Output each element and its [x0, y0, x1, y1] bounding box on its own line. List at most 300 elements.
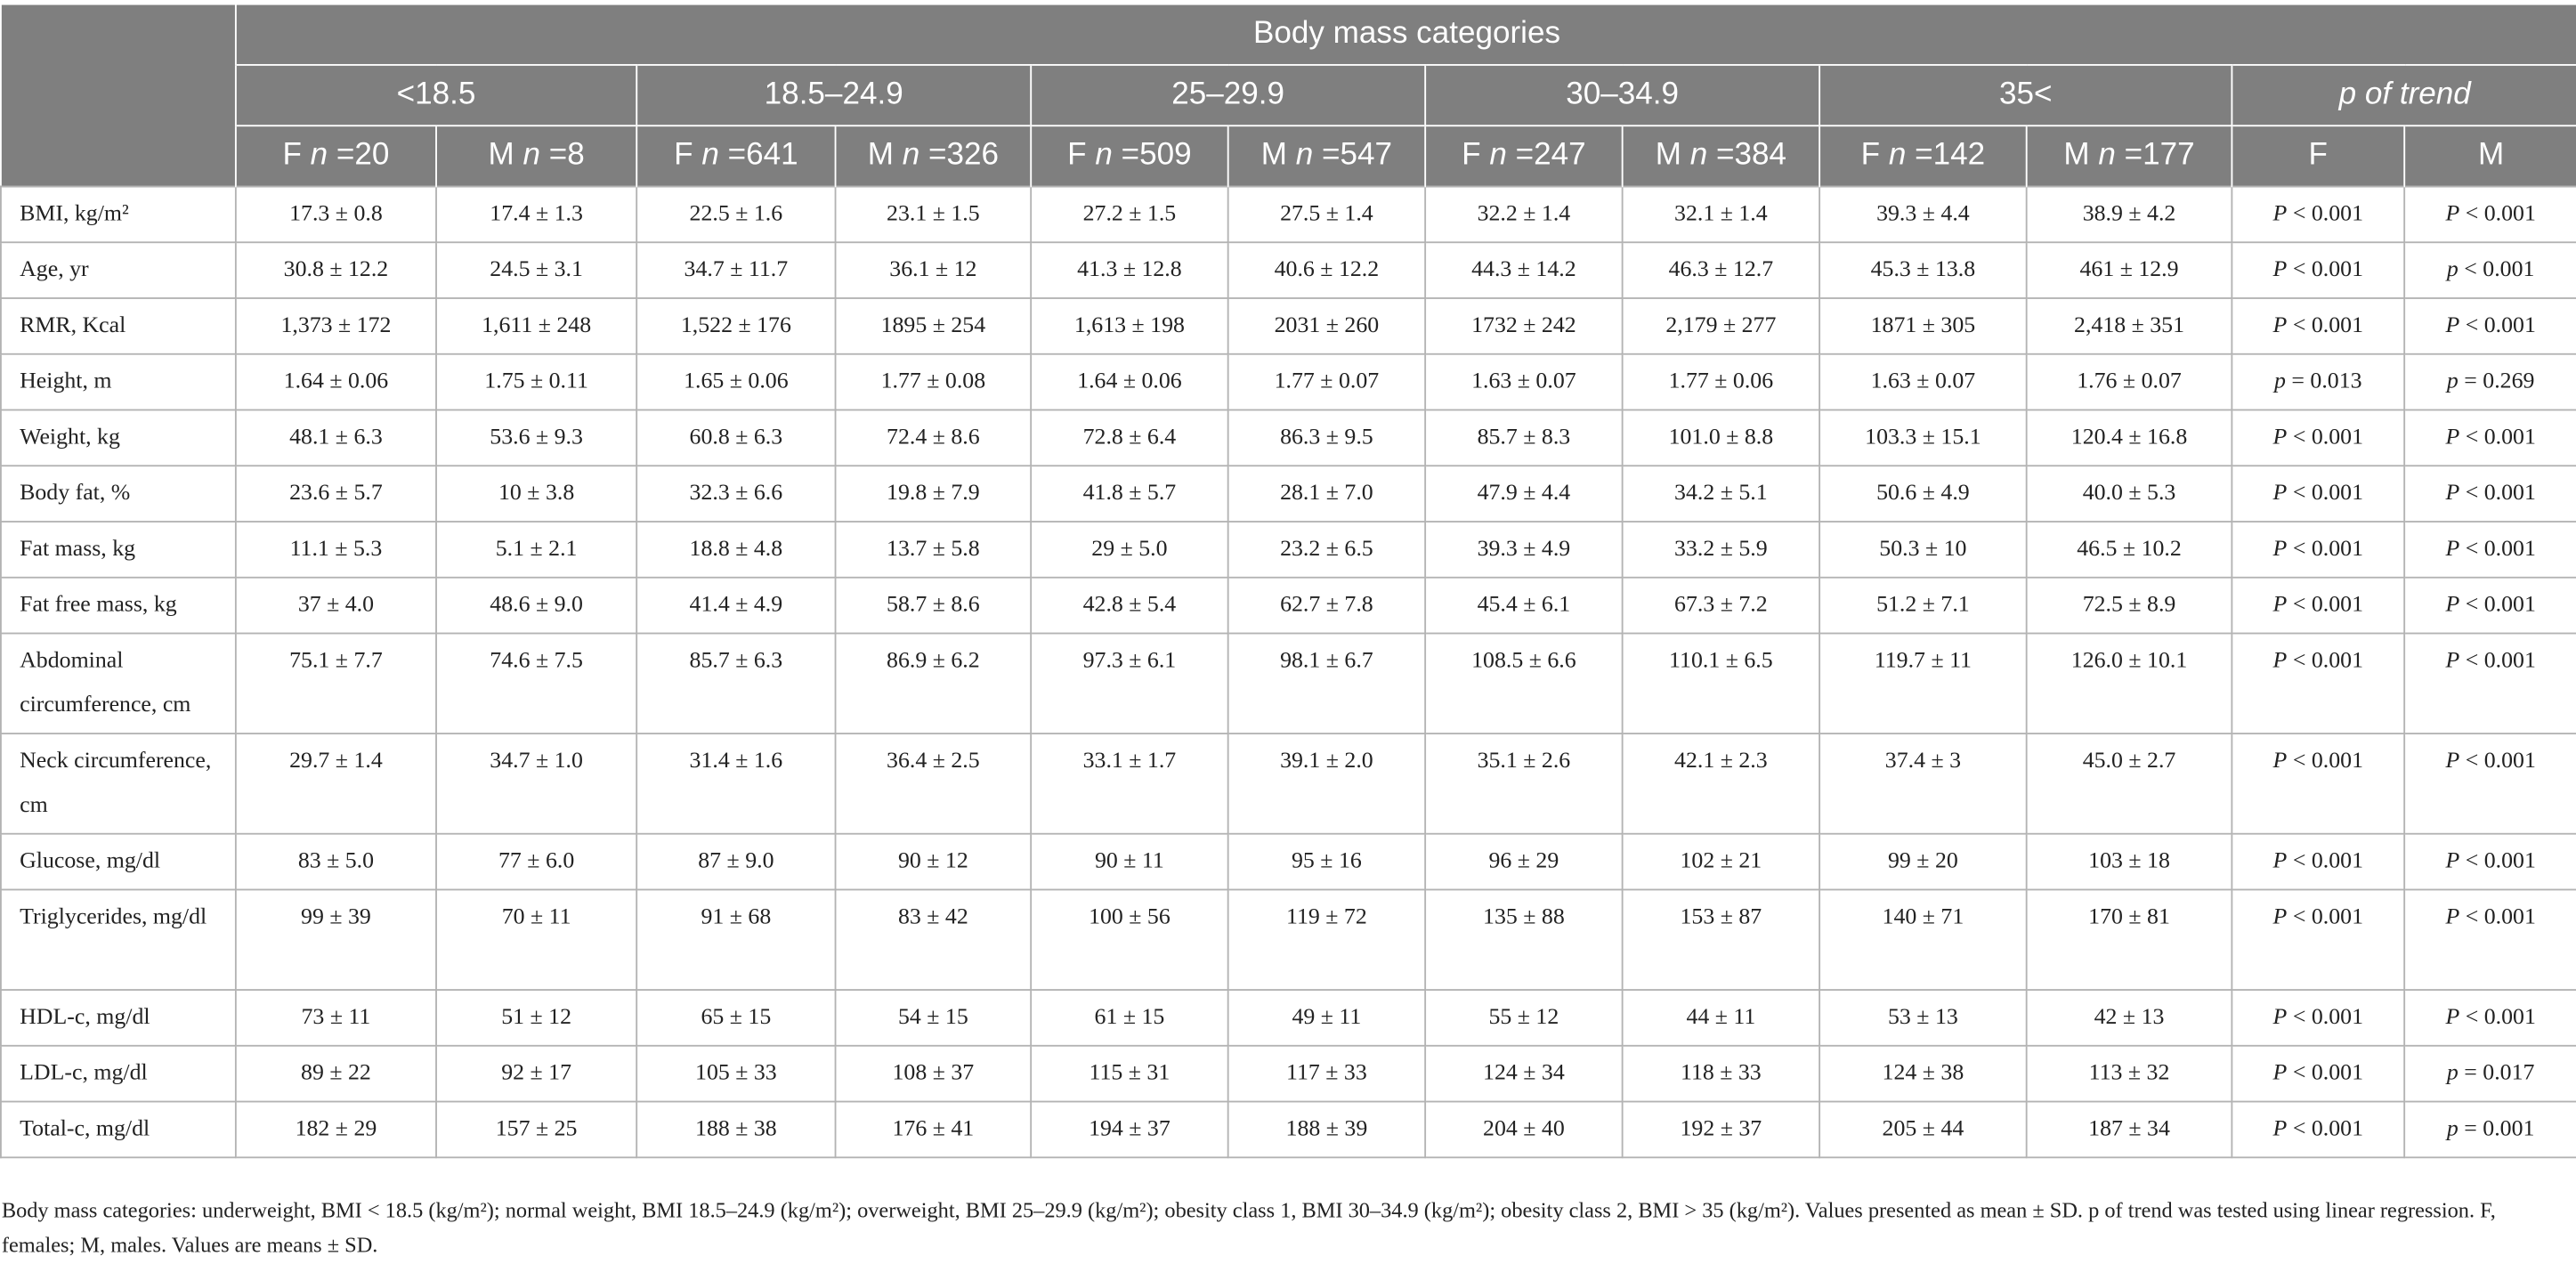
- value-cell: 31.4 ± 1.6: [636, 733, 835, 834]
- value-cell: 53 ± 13: [1819, 990, 2027, 1046]
- p-symbol: P: [2272, 425, 2288, 450]
- p-value: < 0.001: [2459, 649, 2536, 674]
- value-cell: 87 ± 9.0: [636, 834, 835, 890]
- p-trend-cell: [2404, 634, 2576, 734]
- value-cell: 54 ± 15: [836, 990, 1032, 1046]
- value-cell: 48.6 ± 9.0: [436, 578, 636, 634]
- row-label: Abdominal circumference, cm: [1, 634, 236, 734]
- header-row-1: [1, 4, 2576, 65]
- value-cell: 40.6 ± 12.2: [1228, 242, 1425, 298]
- subgroup-header: [2027, 126, 2232, 186]
- n-symbol: n: [1095, 138, 1113, 173]
- trend-subheader: M: [2404, 126, 2576, 186]
- value-cell: 44.3 ± 14.2: [1425, 242, 1622, 298]
- p-trend-cell: [2232, 889, 2404, 990]
- value-cell: 205 ± 44: [1819, 1102, 2027, 1158]
- value-cell: 101.0 ± 8.8: [1623, 410, 1819, 466]
- value-cell: 153 ± 87: [1623, 889, 1819, 990]
- value-cell: 41.8 ± 5.7: [1031, 466, 1227, 522]
- value-cell: 50.3 ± 10: [1819, 522, 2027, 578]
- p-value: < 0.001: [2459, 849, 2536, 874]
- value-cell: 30.8 ± 12.2: [236, 242, 436, 298]
- value-cell: 1.77 ± 0.07: [1228, 354, 1425, 410]
- sex-label: F: [674, 138, 693, 173]
- row-label: Triglycerides, mg/dl: [1, 889, 236, 990]
- p-value: < 0.001: [2459, 1005, 2536, 1031]
- sex-label: M: [488, 138, 514, 173]
- p-symbol: P: [2445, 749, 2460, 774]
- header-row-3: [1, 126, 2576, 186]
- value-cell: 27.5 ± 1.4: [1228, 186, 1425, 242]
- p-symbol: P: [2445, 593, 2460, 618]
- p-value: < 0.001: [2287, 904, 2364, 930]
- n-value: =20: [336, 138, 390, 173]
- row-label: Total-c, mg/dl: [1, 1102, 236, 1158]
- p-trend-cell: [2404, 889, 2576, 990]
- value-cell: 102 ± 21: [1623, 834, 1819, 890]
- table-footnote: Body mass categories: underweight, BMI < 18.5 (kg/m²); normal weight, BMI 18.5–24.9 (kg/m²); overweight, BMI 25–29.9 (kg/m²); obesity class 1, BMI 30–34.9 (kg/m²); obesity class 2, BMI > 35 (kg/m²). Values presented as mean ± SD. p of trend was tested using linear regression. F, females; M, males. Values are means ± SD.: [1, 1197, 2496, 1257]
- table-row: [1, 834, 2576, 890]
- p-value: < 0.001: [2459, 202, 2536, 227]
- table-row: [1, 1046, 2576, 1102]
- value-cell: 34.7 ± 11.7: [636, 242, 835, 298]
- value-cell: 37 ± 4.0: [236, 578, 436, 634]
- value-cell: 100 ± 56: [1031, 889, 1227, 990]
- value-cell: 120.4 ± 16.8: [2027, 410, 2232, 466]
- value-cell: 61 ± 15: [1031, 990, 1227, 1046]
- row-label: RMR, Kcal: [1, 298, 236, 354]
- value-cell: 23.6 ± 5.7: [236, 466, 436, 522]
- p-trend-cell: [2232, 990, 2404, 1046]
- p-symbol: P: [2272, 313, 2288, 339]
- value-cell: 99 ± 20: [1819, 834, 2027, 890]
- p-symbol: P: [2272, 481, 2288, 506]
- header-row-2: [1, 65, 2576, 126]
- p-trend-cell: [2232, 834, 2404, 890]
- value-cell: 1732 ± 242: [1425, 298, 1622, 354]
- row-label: Fat free mass, kg: [1, 578, 236, 634]
- value-cell: 55 ± 12: [1425, 990, 1622, 1046]
- value-cell: 32.2 ± 1.4: [1425, 186, 1622, 242]
- p-value: < 0.001: [2287, 425, 2364, 450]
- p-trend-cell: [2232, 522, 2404, 578]
- value-cell: 85.7 ± 8.3: [1425, 410, 1622, 466]
- value-cell: 72.4 ± 8.6: [836, 410, 1032, 466]
- value-cell: 95 ± 16: [1228, 834, 1425, 890]
- table-row: [1, 298, 2576, 354]
- p-trend-cell: [2404, 733, 2576, 834]
- row-label: Body fat, %: [1, 466, 236, 522]
- row-label: Fat mass, kg: [1, 522, 236, 578]
- sex-label: M: [1260, 138, 1287, 173]
- value-cell: 32.3 ± 6.6: [636, 466, 835, 522]
- value-cell: 90 ± 11: [1031, 834, 1227, 890]
- p-trend-cell: [2232, 354, 2404, 410]
- n-symbol: n: [1295, 138, 1314, 173]
- value-cell: 103 ± 18: [2027, 834, 2232, 890]
- category-header: 18.5–24.9: [636, 65, 1031, 126]
- row-label: Glucose, mg/dl: [1, 834, 236, 890]
- value-cell: 23.1 ± 1.5: [836, 186, 1032, 242]
- p-symbol: P: [2445, 425, 2460, 450]
- value-cell: 188 ± 39: [1228, 1102, 1425, 1158]
- subgroup-header: [1819, 126, 2027, 186]
- table-row: [1, 522, 2576, 578]
- value-cell: 18.8 ± 4.8: [636, 522, 835, 578]
- corner-cell: [1, 4, 236, 187]
- p-trend-cell: [2232, 242, 2404, 298]
- value-cell: 187 ± 34: [2027, 1102, 2232, 1158]
- value-cell: 2,179 ± 277: [1623, 298, 1819, 354]
- n-value: =142: [1915, 138, 1986, 173]
- p-trend-cell: [2232, 634, 2404, 734]
- value-cell: 42.8 ± 5.4: [1031, 578, 1227, 634]
- sex-label: F: [1860, 138, 1881, 173]
- table-row: [1, 354, 2576, 410]
- p-value: < 0.001: [2458, 257, 2535, 283]
- table-row: [1, 990, 2576, 1046]
- value-cell: 70 ± 11: [436, 889, 636, 990]
- value-cell: 33.2 ± 5.9: [1623, 522, 1819, 578]
- value-cell: 39.1 ± 2.0: [1228, 733, 1425, 834]
- value-cell: 1,611 ± 248: [436, 298, 636, 354]
- value-cell: 119.7 ± 11: [1819, 634, 2027, 734]
- p-symbol: P: [2272, 1061, 2288, 1087]
- category-header: 30–34.9: [1425, 65, 1819, 126]
- value-cell: 182 ± 29: [236, 1102, 436, 1158]
- p-symbol: P: [2445, 481, 2460, 506]
- value-cell: 37.4 ± 3: [1819, 733, 2027, 834]
- p-value: < 0.001: [2287, 1061, 2364, 1087]
- subgroup-header: [836, 126, 1032, 186]
- p-value: < 0.001: [2459, 481, 2536, 506]
- value-cell: 44 ± 11: [1623, 990, 1819, 1046]
- value-cell: 36.4 ± 2.5: [836, 733, 1032, 834]
- value-cell: 40.0 ± 5.3: [2027, 466, 2232, 522]
- p-trend-cell: [2232, 733, 2404, 834]
- value-cell: 35.1 ± 2.6: [1425, 733, 1622, 834]
- trend-header: [2232, 65, 2576, 126]
- p-value: < 0.001: [2287, 649, 2364, 674]
- subgroup-header: [636, 126, 835, 186]
- value-cell: 1.76 ± 0.07: [2027, 354, 2232, 410]
- p-symbol: P: [2272, 593, 2288, 618]
- n-value: =326: [928, 138, 999, 173]
- value-cell: 51 ± 12: [436, 990, 636, 1046]
- n-value: =641: [727, 138, 798, 173]
- p-trend-cell: [2232, 1102, 2404, 1158]
- n-value: =384: [1715, 138, 1786, 173]
- value-cell: 1,613 ± 198: [1031, 298, 1227, 354]
- category-header: 25–29.9: [1031, 65, 1425, 126]
- table-body: [1, 186, 2576, 1157]
- value-cell: 1.75 ± 0.11: [436, 354, 636, 410]
- row-label: Weight, kg: [1, 410, 236, 466]
- p-value: < 0.001: [2459, 537, 2536, 563]
- p-value: < 0.001: [2459, 749, 2536, 774]
- p-symbol: P: [2445, 1005, 2460, 1031]
- n-symbol: n: [1489, 138, 1507, 173]
- value-cell: 461 ± 12.9: [2027, 242, 2232, 298]
- p-value: < 0.001: [2459, 425, 2536, 450]
- body-mass-table: [0, 4, 2576, 1159]
- p-value: < 0.001: [2287, 202, 2364, 227]
- value-cell: 42.1 ± 2.3: [1623, 733, 1819, 834]
- p-value: < 0.001: [2459, 313, 2536, 339]
- subgroup-header: [1623, 126, 1819, 186]
- sex-label: F: [282, 138, 302, 173]
- value-cell: 157 ± 25: [436, 1102, 636, 1158]
- value-cell: 1.64 ± 0.06: [1031, 354, 1227, 410]
- value-cell: 98.1 ± 6.7: [1228, 634, 1425, 734]
- value-cell: 47.9 ± 4.4: [1425, 466, 1622, 522]
- sex-label: M: [867, 138, 894, 173]
- value-cell: 58.7 ± 8.6: [836, 578, 1032, 634]
- p-symbol: P: [2272, 202, 2288, 227]
- table-row: [1, 1102, 2576, 1158]
- p-value: < 0.001: [2287, 537, 2364, 563]
- subgroup-header: [436, 126, 636, 186]
- value-cell: 204 ± 40: [1425, 1102, 1622, 1158]
- value-cell: 108 ± 37: [836, 1046, 1032, 1102]
- n-symbol: n: [1689, 138, 1708, 173]
- value-cell: 115 ± 31: [1031, 1046, 1227, 1102]
- p-value: < 0.001: [2287, 481, 2364, 506]
- p-trend-cell: [2232, 410, 2404, 466]
- value-cell: 2031 ± 260: [1228, 298, 1425, 354]
- value-cell: 86.9 ± 6.2: [836, 634, 1032, 734]
- value-cell: 45.3 ± 13.8: [1819, 242, 2027, 298]
- value-cell: 34.2 ± 5.1: [1623, 466, 1819, 522]
- value-cell: 135 ± 88: [1425, 889, 1622, 990]
- n-symbol: n: [310, 138, 328, 173]
- p-symbol: P: [2445, 537, 2460, 563]
- value-cell: 92 ± 17: [436, 1046, 636, 1102]
- value-cell: 17.3 ± 0.8: [236, 186, 436, 242]
- value-cell: 83 ± 5.0: [236, 834, 436, 890]
- p-trend-cell: [2404, 242, 2576, 298]
- subgroup-header: [236, 126, 436, 186]
- p-symbol: P: [2272, 1005, 2288, 1031]
- value-cell: 113 ± 32: [2027, 1046, 2232, 1102]
- value-cell: 126.0 ± 10.1: [2027, 634, 2232, 734]
- sex-label: F: [1462, 138, 1481, 173]
- value-cell: 1,522 ± 176: [636, 298, 835, 354]
- value-cell: 73 ± 11: [236, 990, 436, 1046]
- value-cell: 24.5 ± 3.1: [436, 242, 636, 298]
- value-cell: 192 ± 37: [1623, 1102, 1819, 1158]
- category-header: 35<: [1819, 65, 2232, 126]
- p-trend-cell: [2404, 522, 2576, 578]
- value-cell: 53.6 ± 9.3: [436, 410, 636, 466]
- table-row: [1, 242, 2576, 298]
- p-symbol: P: [2445, 904, 2460, 930]
- value-cell: 51.2 ± 7.1: [1819, 578, 2027, 634]
- value-cell: 86.3 ± 9.5: [1228, 410, 1425, 466]
- p-value: < 0.001: [2287, 1117, 2364, 1142]
- p-trend-cell: [2404, 186, 2576, 242]
- value-cell: 45.4 ± 6.1: [1425, 578, 1622, 634]
- value-cell: 32.1 ± 1.4: [1623, 186, 1819, 242]
- p-symbol: p: [2273, 369, 2286, 394]
- p-trend-cell: [2404, 578, 2576, 634]
- value-cell: 42 ± 13: [2027, 990, 2232, 1046]
- value-cell: 65 ± 15: [636, 990, 835, 1046]
- value-cell: 41.4 ± 4.9: [636, 578, 835, 634]
- value-cell: 45.0 ± 2.7: [2027, 733, 2232, 834]
- value-cell: 27.2 ± 1.5: [1031, 186, 1227, 242]
- p-value: < 0.001: [2287, 257, 2364, 283]
- value-cell: 72.8 ± 6.4: [1031, 410, 1227, 466]
- table-row: [1, 186, 2576, 242]
- p-symbol: P: [2445, 849, 2460, 874]
- value-cell: 103.3 ± 15.1: [1819, 410, 2027, 466]
- value-cell: 83 ± 42: [836, 889, 1032, 990]
- value-cell: 41.3 ± 12.8: [1031, 242, 1227, 298]
- row-label: LDL-c, mg/dl: [1, 1046, 236, 1102]
- p-symbol: P: [2445, 202, 2460, 227]
- p-trend-cell: [2404, 834, 2576, 890]
- table-row: [1, 634, 2576, 734]
- sex-label: M: [1655, 138, 1681, 173]
- trend-subheader: F: [2232, 126, 2404, 186]
- value-cell: 46.3 ± 12.7: [1623, 242, 1819, 298]
- p-value: = 0.269: [2458, 369, 2535, 394]
- value-cell: 1.63 ± 0.07: [1819, 354, 2027, 410]
- value-cell: 22.5 ± 1.6: [636, 186, 835, 242]
- value-cell: 39.3 ± 4.4: [1819, 186, 2027, 242]
- n-value: =509: [1121, 138, 1192, 173]
- p-trend-cell: [2404, 354, 2576, 410]
- n-symbol: n: [522, 138, 540, 173]
- p-trend-cell: [2404, 1102, 2576, 1158]
- p-trend-cell: [2232, 186, 2404, 242]
- value-cell: 194 ± 37: [1031, 1102, 1227, 1158]
- p-trend-cell: [2232, 466, 2404, 522]
- value-cell: 105 ± 33: [636, 1046, 835, 1102]
- group-title: Body mass categories: [236, 4, 2576, 65]
- p-trend-cell: [2404, 466, 2576, 522]
- value-cell: 50.6 ± 4.9: [1819, 466, 2027, 522]
- p-symbol: p: [2446, 369, 2459, 394]
- value-cell: 188 ± 38: [636, 1102, 835, 1158]
- value-cell: 124 ± 34: [1425, 1046, 1622, 1102]
- p-symbol: p: [2446, 257, 2459, 283]
- n-symbol: n: [1888, 138, 1907, 173]
- value-cell: 1,373 ± 172: [236, 298, 436, 354]
- table-row: [1, 410, 2576, 466]
- value-cell: 23.2 ± 6.5: [1228, 522, 1425, 578]
- subgroup-header: [1031, 126, 1227, 186]
- value-cell: 46.5 ± 10.2: [2027, 522, 2232, 578]
- value-cell: 1895 ± 254: [836, 298, 1032, 354]
- value-cell: 1.64 ± 0.06: [236, 354, 436, 410]
- p-value: < 0.001: [2287, 1005, 2364, 1031]
- value-cell: 29 ± 5.0: [1031, 522, 1227, 578]
- value-cell: 90 ± 12: [836, 834, 1032, 890]
- value-cell: 96 ± 29: [1425, 834, 1622, 890]
- value-cell: 74.6 ± 7.5: [436, 634, 636, 734]
- value-cell: 1.77 ± 0.06: [1623, 354, 1819, 410]
- value-cell: 13.7 ± 5.8: [836, 522, 1032, 578]
- p-symbol: P: [2445, 313, 2460, 339]
- value-cell: 140 ± 71: [1819, 889, 2027, 990]
- value-cell: 19.8 ± 7.9: [836, 466, 1032, 522]
- value-cell: 85.7 ± 6.3: [636, 634, 835, 734]
- row-label: BMI, kg/m²: [1, 186, 236, 242]
- p-trend-cell: [2404, 990, 2576, 1046]
- value-cell: 49 ± 11: [1228, 990, 1425, 1046]
- value-cell: 97.3 ± 6.1: [1031, 634, 1227, 734]
- value-cell: 62.7 ± 7.8: [1228, 578, 1425, 634]
- p-symbol: P: [2272, 1117, 2288, 1142]
- table-row: [1, 578, 2576, 634]
- p-trend-cell: [2232, 1046, 2404, 1102]
- p-symbol: P: [2272, 849, 2288, 874]
- row-label: Age, yr: [1, 242, 236, 298]
- table-row: [1, 466, 2576, 522]
- value-cell: 60.8 ± 6.3: [636, 410, 835, 466]
- value-cell: 17.4 ± 1.3: [436, 186, 636, 242]
- n-symbol: n: [701, 138, 719, 173]
- value-cell: 67.3 ± 7.2: [1623, 578, 1819, 634]
- value-cell: 28.1 ± 7.0: [1228, 466, 1425, 522]
- p-symbol: p: [2446, 1117, 2459, 1142]
- p-symbol: P: [2272, 257, 2288, 283]
- value-cell: 117 ± 33: [1228, 1046, 1425, 1102]
- p-value: < 0.001: [2459, 593, 2536, 618]
- sex-label: M: [2063, 138, 2090, 173]
- p-value: = 0.017: [2458, 1061, 2535, 1087]
- value-cell: 176 ± 41: [836, 1102, 1032, 1158]
- value-cell: 99 ± 39: [236, 889, 436, 990]
- value-cell: 1.63 ± 0.07: [1425, 354, 1622, 410]
- value-cell: 72.5 ± 8.9: [2027, 578, 2232, 634]
- value-cell: 89 ± 22: [236, 1046, 436, 1102]
- value-cell: 5.1 ± 2.1: [436, 522, 636, 578]
- n-symbol: n: [2098, 138, 2116, 173]
- table-row: [1, 733, 2576, 834]
- table-row: [1, 889, 2576, 990]
- p-symbol: P: [2445, 649, 2460, 674]
- n-value: =247: [1515, 138, 1586, 173]
- p-trend-cell: [2404, 410, 2576, 466]
- value-cell: 34.7 ± 1.0: [436, 733, 636, 834]
- value-cell: 170 ± 81: [2027, 889, 2232, 990]
- value-cell: 10 ± 3.8: [436, 466, 636, 522]
- p-symbol: P: [2272, 649, 2288, 674]
- row-label: Height, m: [1, 354, 236, 410]
- p-value: < 0.001: [2287, 593, 2364, 618]
- p-trend-cell: [2232, 578, 2404, 634]
- p-trend-cell: [2404, 1046, 2576, 1102]
- p-symbol: P: [2272, 904, 2288, 930]
- value-cell: 48.1 ± 6.3: [236, 410, 436, 466]
- value-cell: 108.5 ± 6.6: [1425, 634, 1622, 734]
- value-cell: 118 ± 33: [1623, 1046, 1819, 1102]
- value-cell: 124 ± 38: [1819, 1046, 2027, 1102]
- value-cell: 33.1 ± 1.7: [1031, 733, 1227, 834]
- p-value: < 0.001: [2459, 904, 2536, 930]
- value-cell: 75.1 ± 7.7: [236, 634, 436, 734]
- trend-header-text: p of trend: [2338, 77, 2471, 112]
- p-trend-cell: [2404, 298, 2576, 354]
- row-label: HDL-c, mg/dl: [1, 990, 236, 1046]
- value-cell: 77 ± 6.0: [436, 834, 636, 890]
- value-cell: 91 ± 68: [636, 889, 835, 990]
- p-symbol: P: [2272, 537, 2288, 563]
- category-header: <18.5: [236, 65, 636, 126]
